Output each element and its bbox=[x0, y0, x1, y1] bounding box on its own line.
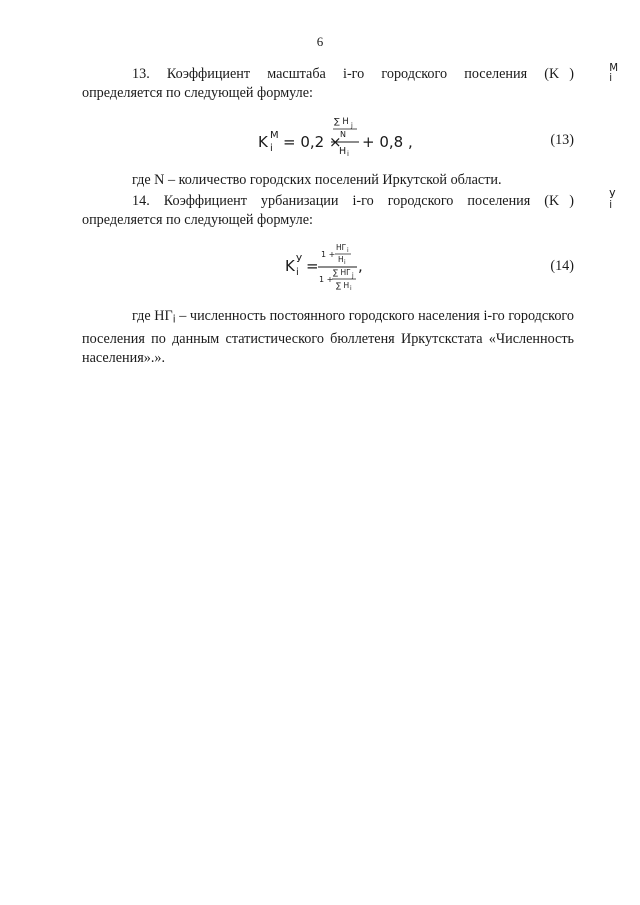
f14-bot-num-sub: j bbox=[352, 272, 354, 279]
item-14-kyi-index bbox=[559, 190, 616, 211]
f14-lhs-sup: У bbox=[296, 254, 303, 265]
f13-equals: = 0,2 × bbox=[283, 133, 342, 151]
f13-lhs: K bbox=[258, 133, 268, 151]
item-13-text-start: 13. Коэффициент масштаба i-го городского поселения (K bbox=[132, 66, 560, 83]
f14-tail: , bbox=[358, 257, 363, 275]
equation-number-13: (13) bbox=[550, 132, 574, 148]
f13-num-den: N bbox=[340, 130, 346, 139]
f13-den: Н bbox=[339, 146, 347, 157]
paragraph-where-ng bbox=[82, 307, 574, 368]
f14-top-num: НГ bbox=[336, 243, 347, 252]
f14-bot-one: 1 + bbox=[319, 275, 334, 284]
f13-num-sum-sub: j bbox=[351, 121, 353, 129]
item-14-sub: i bbox=[609, 199, 613, 211]
f14-bot-den-sub: i bbox=[350, 285, 352, 292]
f13-lhs-sub: i bbox=[270, 143, 273, 154]
f14-top-den: Н bbox=[338, 255, 344, 264]
where-ng-sub: i bbox=[172, 314, 176, 326]
f14-bot-num: ∑ НГ bbox=[333, 268, 351, 277]
f14-top-num-sub: i bbox=[347, 247, 349, 254]
page-number: 6 bbox=[316, 34, 324, 49]
paragraph-where-n: где N – количество городских поселений Иркутской области. bbox=[132, 172, 502, 188]
item-13-kmi-index bbox=[559, 63, 619, 84]
item-13-sup: М bbox=[609, 63, 619, 75]
item-14-text-start: 14. Коэффициент урбанизации i-го городского поселения (K bbox=[132, 193, 560, 210]
item-13-text-end: ) определяется по следующей формуле: bbox=[82, 66, 574, 102]
f14-lhs: K bbox=[285, 257, 295, 275]
f14-equals: = bbox=[306, 257, 319, 275]
where-ng-start: где НГ bbox=[132, 308, 173, 324]
formula-13 bbox=[0, 112, 640, 168]
formula-14 bbox=[0, 236, 640, 300]
f13-den-sub: i bbox=[347, 150, 349, 158]
item-14-sup: У bbox=[609, 190, 616, 202]
paragraph-item-13 bbox=[82, 63, 619, 103]
f13-lhs-sup: М bbox=[270, 130, 279, 141]
f14-top-one: 1 + bbox=[321, 250, 336, 259]
equation-number-14: (14) bbox=[550, 258, 574, 274]
where-ng-end: – численность постоянного городского населения i-го городского поселения по данным статистического бюллетеня Иркутскстата «Численность населения».». bbox=[82, 308, 574, 366]
f14-lhs-sub: i bbox=[296, 267, 299, 278]
f14-bot-den: ∑ Н bbox=[336, 281, 350, 290]
item-13-sub: i bbox=[609, 72, 613, 84]
f13-tail: + 0,8 , bbox=[362, 133, 413, 151]
f13-num-sum: ∑ Н bbox=[334, 117, 349, 127]
f14-top-den-sub: i bbox=[344, 259, 346, 266]
item-14-text-end: ) определяется по следующей формуле: bbox=[82, 193, 574, 229]
paragraph-item-14 bbox=[82, 190, 616, 230]
